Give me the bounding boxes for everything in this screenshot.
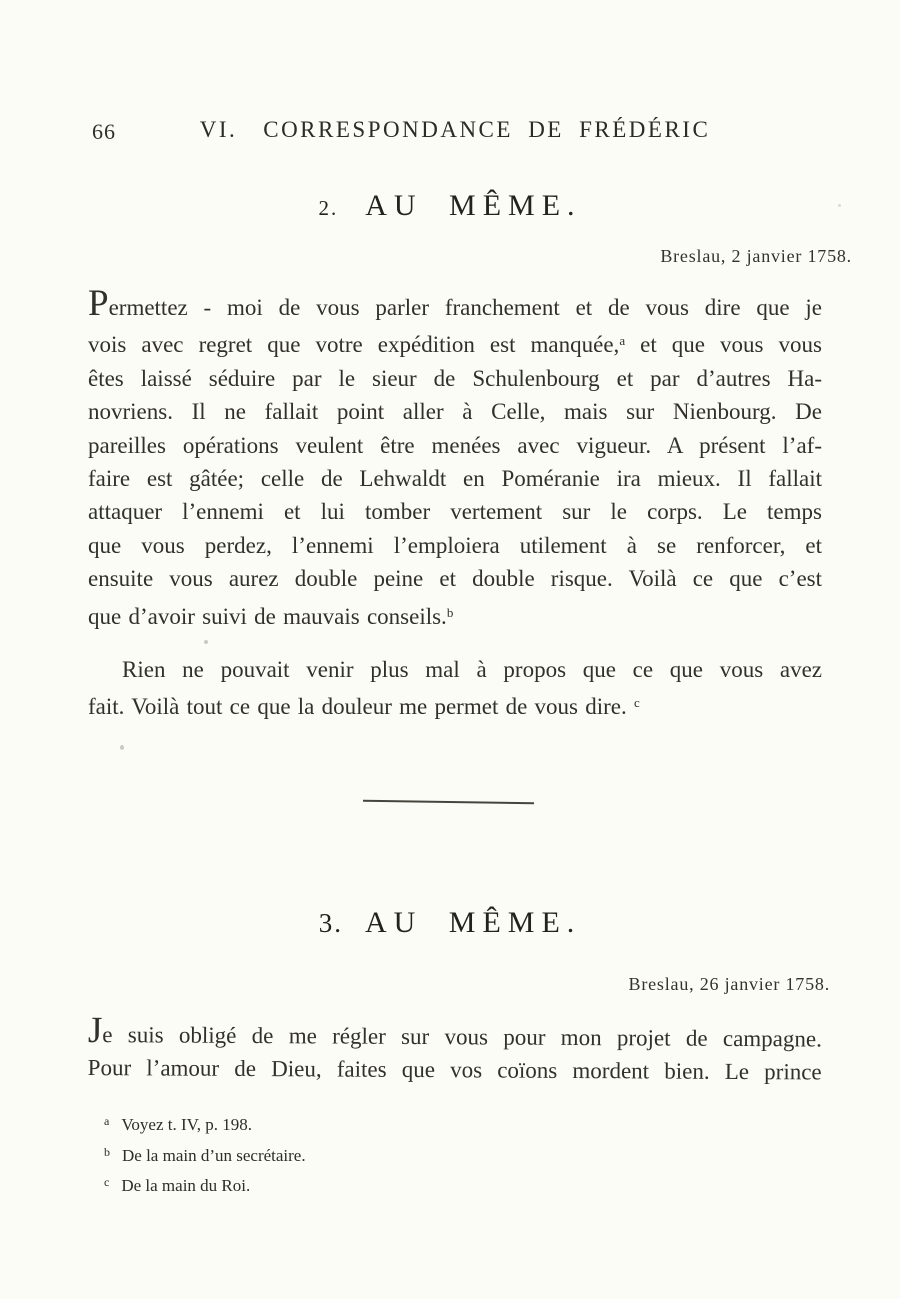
- section-divider-rule: [363, 800, 534, 805]
- letter-2-number: 2.: [318, 196, 339, 220]
- text-line: êtes laissé séduire par le sieur de Schulenbourg et par d’autres Ha-: [88, 365, 822, 391]
- footnote-item: [104, 1169, 306, 1200]
- letter-3-paragraph-1: [87, 1010, 822, 1089]
- page-number: 66: [92, 119, 116, 144]
- running-title: [88, 117, 822, 143]
- footnote-reference: c: [634, 695, 640, 711]
- footnote-item: [104, 1108, 306, 1139]
- letter-2-heading: [0, 189, 900, 223]
- text-line: ensuite vous aurez double peine et double risque. Voilà ce que c’est: [88, 566, 822, 592]
- text-line: Permettez - moi de vous parler franchement et de vous dire que je: [88, 283, 822, 324]
- text-line: fait. Voilà tout ce que la douleur me permet de vous dire. $^c$: [88, 694, 640, 720]
- footnote-reference: a: [619, 333, 626, 349]
- letter-3-title: AU MÊME.: [364, 906, 582, 939]
- footnote-reference: b: [446, 604, 454, 620]
- initial-capital: J: [87, 1010, 103, 1052]
- text-line: pareilles opérations veulent être menées avec vigueur. A présent l’af-: [88, 432, 822, 458]
- text-line: Rien ne pouvait venir plus mal à propos que ce que vous avez: [122, 657, 822, 682]
- footnote-item: [104, 1139, 306, 1170]
- footnote-mark: a: [104, 1114, 110, 1128]
- scan-speck: [204, 640, 208, 644]
- letter-3-number: 3.: [318, 908, 343, 938]
- running-title-text: CORRESPONDANCE DE FRÉDÉRIC: [263, 117, 711, 142]
- text-line: faire est gâtée; celle de Lehwaldt en Poméranie ira mieux. Il fallait: [88, 466, 822, 492]
- text-line: Je suis obligé de me régler sur vous pour mon projet de campagne.: [87, 1010, 822, 1052]
- letter-3-dateline: Breslau, 26 janvier 1758.: [628, 974, 830, 994]
- scan-speck: [838, 204, 841, 207]
- text-line: vois avec regret que votre expédition est manquée,$^a$ et que vous vous: [88, 332, 822, 358]
- letter-3-heading: [0, 906, 900, 940]
- running-head: [88, 117, 822, 143]
- initial-capital: P: [88, 283, 109, 324]
- text-line: attaquer l’ennemi et lui tomber vertement sur le corps. Le temps: [88, 499, 822, 525]
- footnote-text: Voyez t. IV, p. 198.: [121, 1115, 252, 1134]
- letter-2-dateline: Breslau, 2 janvier 1758.: [660, 246, 852, 266]
- letter-2-title: AU MÊME.: [365, 189, 582, 222]
- text-line: que vous perdez, l’ennemi l’emploiera utilement à se renforcer, et: [88, 532, 822, 558]
- footnote-text: De la main du Roi.: [121, 1176, 251, 1195]
- scan-speck: [120, 745, 124, 750]
- letter-2-paragraph-1: [88, 283, 822, 633]
- footnote-mark: b: [104, 1144, 110, 1159]
- footnote-text: De la main d’un secrétaire.: [122, 1145, 306, 1165]
- text-line: novriens. Il ne fallait point aller à Celle, mais sur Nienbourg. De: [88, 399, 822, 425]
- footnote-mark: c: [104, 1175, 110, 1189]
- letter-2-paragraph-2: [88, 653, 822, 724]
- text-line: que d’avoir suivi de mauvais conseils.$^b$: [88, 603, 454, 629]
- running-title-volume: VI.: [199, 117, 238, 142]
- text-line: Pour l’amour de Dieu, faites que vos coïons mordent bien. Le prince: [87, 1055, 822, 1085]
- footnotes-block: [104, 1108, 306, 1200]
